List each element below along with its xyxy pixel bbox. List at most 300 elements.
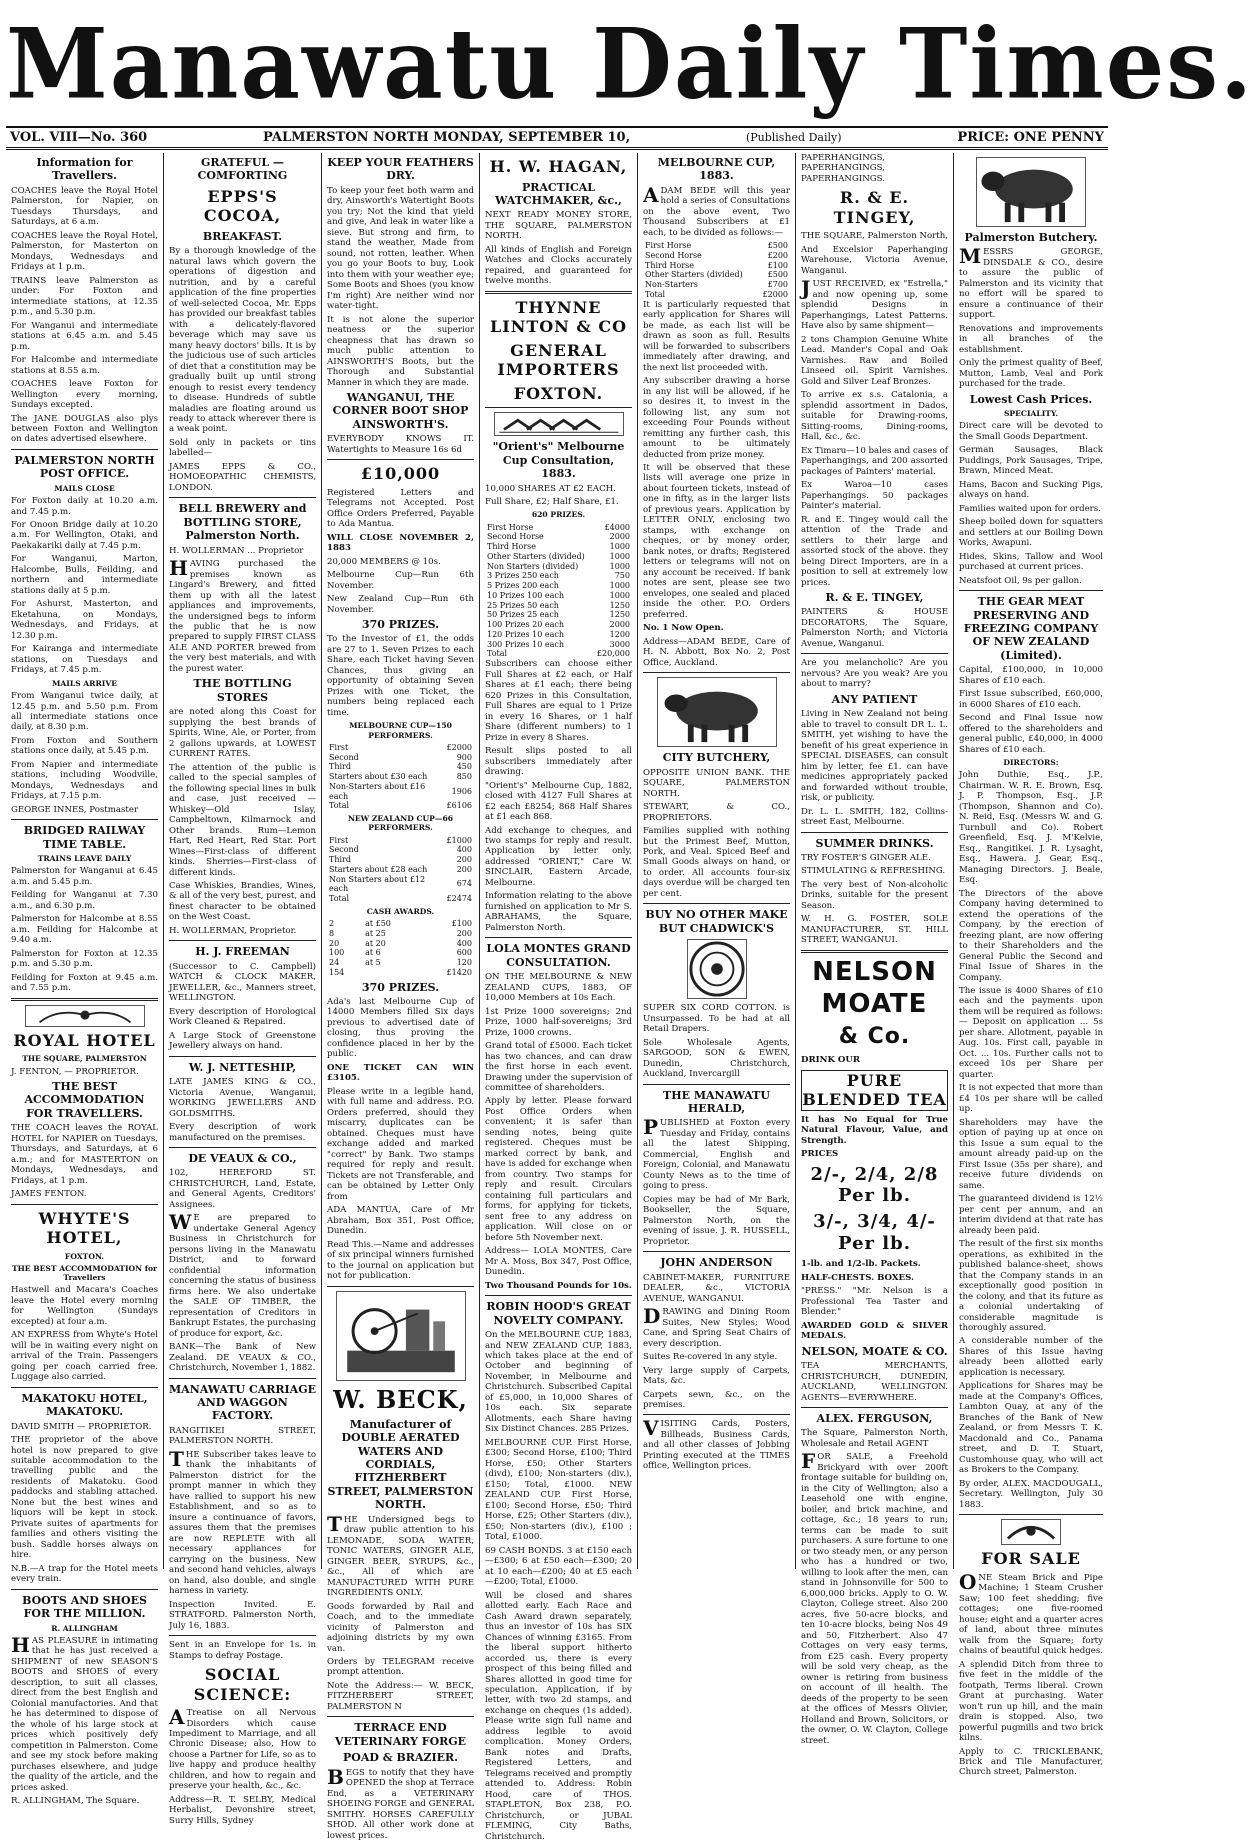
text: On the MELBOURNE CUP, 1883, and NEW ZEALAND CUP, 1883, which takes place at the end of October and beginning of November, in Melbourne and Christchurch. Subscribed Capital of £5,000, in 10,000 Shares of 10s each. Six separate Allotments, each Share having Six Distinct Chances. 285 Prizes. [485, 1330, 632, 1435]
post-office-heading: PALMERSTON NORTH POST OFFICE. [14, 453, 155, 481]
text: Please write in a legible hand, with full name and address. P.O. Orders preferred, should they miscarry, duplicates can be obtained. Cheques must have exchange added and marked "correct" by Bank. Two stamps required for reply and result. Tickets are not Transferable, and can be obtained by Letter Only from [327, 1086, 474, 1202]
text: The Square, Palmerston North, Wholesale and Retail AGENT [801, 1428, 948, 1449]
foxton-heading: FOXTON. [64, 1251, 105, 1261]
tingey-heading: R. & E. TINGEY, [833, 188, 916, 227]
prizes-heading: 620 PRIZES. [531, 510, 586, 520]
poad-brazier-heading: POAD & BRAZIER. [342, 1751, 459, 1765]
text: HAVING purchased the premises known as Lingard's Brewery, and fitted them up with all the latest appliances and improvements, the undersigned begs to inform the public that he is now prepared to supply FIRST CLASS ALE AND PORTER brewed from the very best materials, and with the purest water. [169, 556, 316, 674]
text: Applications for Shares may be made at the Company's Offices, Lambton Quay, at any of the Branches of the Bank of New Zealand, or from Messrs T. K. Macdonald and Co., Panama street, and D. T. Stuart, Customhouse quay, who will act as Brokers to the Company. [959, 1381, 1103, 1476]
text: ADA MANTUA, Care of Mr Abraham, Box 351, Post Office, Dunedin. [327, 1205, 474, 1237]
text: PUBLISHED at Foxton every Tuesday and Friday, contains all the latest Shipping, Commercial, English and Foreign, Colonial, and Manawatu County News as to the time of going to press. [643, 1115, 790, 1192]
text: For Onoon Bridge daily at 10.20 a.m. For Wellington, Otaki, and Paekakariki daily at 7.45 p.m. [11, 519, 158, 551]
text: Copies may be had of Mr Bark, Bookseller, the Square, Palmerston North, on the evening of issue. J. R. HUSSELL, Proprietor. [643, 1194, 790, 1247]
table-row: Second 400 [329, 845, 472, 855]
herald-heading: THE MANAWATU HERALD, [663, 1088, 770, 1116]
text: DAVID SMITH — PROPRIETOR. [11, 1421, 152, 1432]
table-row: 100 Prizes 20 each 2000 [487, 620, 630, 630]
text: Hides, Skins, Tallow and Wool purchased at current prices. [959, 551, 1103, 573]
text: Palmerston for Wanganui at 6.45 a.m. and 5.45 p.m. [11, 866, 158, 887]
for-sale-heading: FOR SALE [981, 1549, 1081, 1569]
divider [643, 1414, 790, 1415]
mails-close-heading: MAILS CLOSE [54, 483, 115, 493]
trains-heading: TRAINS LEAVE DAILY [37, 854, 132, 864]
epps-heading: EPPS'S COCOA, [203, 186, 282, 226]
text: ON THE MELBOURNE & NEW ZEALAND CUPS, 1883, OF 10,000 Members at 10s Each. [485, 972, 632, 1004]
royal-hotel-heading: ROYAL HOTEL [13, 1030, 156, 1050]
nelson-moate-co-heading: NELSON, MOATE & CO. [801, 1344, 948, 1358]
table-row: 20 at 20 400 [329, 938, 472, 948]
divider [801, 832, 948, 833]
text: AN EXPRESS from Whyte's Hotel will be in waiting every night on arrival of the Train. Passengers going per coach carried free. Luggage also carried. [11, 1330, 158, 1383]
any-patient-heading: ANY PATIENT [831, 692, 918, 706]
epps-tagline: GRATEFUL — COMFORTING [197, 156, 288, 183]
text: PAINTERS & HOUSE DECORATORS, The Square, Palmerston North; and Victoria Avenue, Wanganui. [801, 607, 948, 649]
ornament-icon [1001, 1519, 1061, 1545]
table-row: First Horse £4000 [487, 522, 630, 532]
text: Every description of work manufactured on the premises. [169, 1122, 316, 1143]
text: THE Subscriber takes leave to thank the inhabitants of Palmerston district for the prompt manner in which they have rallied to support his new Establishment, and so as to insure a continuance of favors, assures them that the premises are now REPLETE with all necessary appliances for carrying on the business. New and second hand vehicles, always on hand, also double, and single harness in variety. [169, 1446, 316, 1597]
table-row: Second Horse £200 [645, 250, 788, 260]
text: OPPOSITE UNION BANK. THE SQUARE, PALMERSTON NORTH. [643, 767, 790, 799]
table-row: Total £2474 [329, 894, 472, 904]
text: Result slips posted to all subscribers immediately after drawing. [485, 746, 632, 778]
text: PAPERHANGINGS, PAPERHANGINGS, PAPERHANGINGS. [801, 153, 885, 184]
text: Read This.—Name and addresses of six principal winners furnished to the journal on application but not for publication. [327, 1239, 474, 1282]
text: MELBOURNE CUP. First Horse, £300; Second Horse, £100; Third Horse, £50; Other Starters (divd), £100; Non-starters (div.), £150; Total, £1000. NEW ZEALAND CUP. First Horse, £100; Second Horse, £50; Third Horse, £25; Other Starters (div.), £50; Non-starters (div.), £100 ; Total, £1000. [485, 1437, 632, 1543]
divider [169, 1378, 316, 1379]
dateline [6, 126, 1108, 150]
ox-icon [657, 677, 777, 747]
text: Shareholders may have the option of paying up at once on this Issue a sum equal to the amount already paid-up on the First Issue (35s per share), and receive future dividends on same. [959, 1117, 1103, 1191]
divider [327, 1286, 474, 1287]
text: Case Whiskies, Brandies, Wines, & all of the very best, purest, and finest character to be obtained on the West Coast. [169, 880, 316, 923]
text: From Foxton and Southern stations once daily, at 5.45 p.m. [11, 735, 158, 757]
column-2 [164, 153, 322, 1826]
text: ONE TICKET CAN WIN £3105. [327, 1062, 474, 1084]
royal-hotel-address: THE SQUARE, PALMERSTON [22, 1054, 147, 1064]
and-co-heading: & Co. [838, 1024, 911, 1050]
whytes-hotel-heading: WHYTE'S HOTEL, [38, 1208, 131, 1248]
summer-drinks-heading: SUMMER DRINKS. [815, 836, 934, 850]
text: HALF-CHESTS. BOXES. [801, 1272, 914, 1283]
text: The result of the first six months operations, as exhibited in the published balance-sheet, shows that the Company stands in an exceptionally good position in the colony, and that its future as a colonial undertaking of considerable magnitude is thoroughly assured. [959, 1239, 1103, 1333]
text: THE proprietor of the above hotel is now prepared to give suitable accommodation to the travelling public and the residents of Makatoku. Good paddocks and stabling attached. None but the best wines and liquors will be kept in stock. Private suites of apartments for families and others visiting the bush. Saddle horses always on hire. [11, 1435, 158, 1561]
divider [485, 1295, 632, 1296]
text: Melbourne Cup—Run 6th November. [327, 570, 474, 591]
table-row: 5 Prizes 200 each 1000 [487, 581, 630, 591]
social-science-heading: SOCIAL SCIENCE: [193, 1665, 292, 1704]
aerated-water-machine-icon [336, 1291, 466, 1381]
text: Families waited upon for orders. [959, 503, 1101, 514]
text: 1st Prize 1000 sovereigns; 2nd Prize, 1000 half-sovereigns; 3rd Prize, 1000 crowns. [485, 1006, 632, 1038]
text: Will be closed and shares allotted early. Each Race and Cash Award drawn separately, thus an investor of 10s has SIX Chances of winning £3165. From the liberal support hitherto accorded us, there is every prospect of this being filled and Shares allotted in good time for speculation. Application, if by letter, with two 2d stamps, and exchange on cheques (1s added). Please write sign full name and address legible to avoid complication. Money Orders, Bank notes and Drafts, Registered Letters, and Telegrams received and promptly attended to. Address: Robin Hood, care of THOS. STAPLETON, Box 238, P.O. Christchurch, or JUBAL FLEMING, City Baths, Christchurch. [485, 1590, 632, 1842]
table-row: First £1000 [329, 835, 472, 845]
text: Feilding for Foxton at 9.45 a.m. and 7.55 p.m. [11, 972, 158, 994]
text: FOR SALE, a Freehold Brickyard with over 200ft frontage suitable for building on, in the City of Wellington; also a Leasehold one with engine, boiler, and brick machine, and cottage, &c.; 18 years to run; terms can be made to suit purchasers. A sure fortune to one or two steady men, or any person who has a hundred or two, willing to look after the men, can stand in Johnsonville for 500 to 6,000,000 bricks. Apply to O. W. Clayton, College street. Also 200 acres, five 50-acre blocks, and ten 10-acre blocks, being Nos 49 and 50, Fitzherbert. Also 47 Cottages on very easy terms, from £25 cash. Every property will be sold very cheap, as the owner is retiring from business on account of ill health. The deeds of the property to be seen at the offices of Messrs Olivier, Holland and Brown, Solicitors, or the owner, O. W. Clayton, College street. [801, 1449, 948, 1746]
text: Every description of Horological Work Cleaned & Repaired. [169, 1006, 316, 1028]
text: SUPER SIX CORD COTTON. is Unsurpassed. To be had at all Retail Drapers. [643, 1003, 790, 1035]
adam-bede-prize-table [643, 241, 790, 300]
signature: By order, ALEX. MACDOUGALL, Secretary. Wellington, July 30 1883. [959, 1478, 1103, 1510]
text: Carpets sewn, &c., on the premises. [643, 1389, 790, 1410]
divider [485, 407, 632, 408]
masthead [6, 4, 1254, 126]
bull-icon [976, 157, 1086, 227]
text: It is not expected that more than £4 10s per share will be called up. [959, 1083, 1103, 1115]
table-row: 154 £1420 [329, 967, 472, 977]
text: Suites Re-covered in any style. [643, 1352, 778, 1363]
prizes-heading: 370 PRIZES. [361, 618, 440, 632]
text: ONE Steam Brick and Pipe Machine; 1 Steam Crusher Saw; 100 feet shedding; five cottages; one five-roomed house; eight and a quarter acres of land, about three minutes walk from the Square; forty chains of beautiful quick hedges. [959, 1569, 1104, 1657]
anderson-heading: JOHN ANDERSON [660, 1256, 773, 1270]
text: 69 CASH BONDS. 3 at £150 each—£300; 6 at £50 each—£300; 20 at 10 each—£200; 40 at £5 each—£200; Total, £1000. [485, 1545, 632, 1588]
divider [11, 1387, 158, 1388]
text: H. WOLLERMAN ... Proprietor [169, 545, 304, 556]
divider [959, 590, 1103, 591]
prizes-heading: 370 PRIZES. [361, 980, 440, 994]
text: LATE JAMES KING & CO., Victoria Avenue, Wanganui, WORKING JEWELLERS AND GOLDSMITHS. [169, 1077, 316, 1119]
table-row: Second 900 [329, 752, 472, 762]
table-row: 120 Prizes 10 each 1200 [487, 629, 630, 639]
text: Feilding for Wanganui at 7.30 a.m., and 6.30 p.m. [11, 890, 158, 911]
text: The guaranteed dividend is 12½ per cent per annum, and an interim dividend at that rate has already been paid. [959, 1194, 1103, 1236]
text: 20,000 MEMBERS @ 10s. [327, 556, 441, 567]
table-row: Third Horse 1000 [487, 542, 630, 552]
cotton-reel-seal-icon [687, 939, 747, 999]
text: The very best of Non-alcoholic Drinks, suitable for the present Season. [801, 879, 948, 911]
text: Direct care will be devoted to the Small Goods Department. [959, 421, 1103, 442]
text: JUST RECEIVED, ex "Estrella," and now opening up, some splendid Designs in Paperhangings, Latest Patterns. Have also by same shipment— [801, 276, 948, 332]
table-row: 3 Prizes 250 each 750 [487, 571, 630, 581]
column-7 [954, 153, 1108, 1778]
cash-awards-table [327, 919, 474, 978]
text: ADAM BEDE will this year hold a series of Consultations on the above event, Two Thousand Subscribers at £1 each, to be divided as follows:— [643, 182, 790, 238]
nettleship-heading: W. J. NETTESHIP, [188, 1060, 297, 1074]
breakfast-heading: BREAKFAST. [202, 229, 283, 243]
text: Neatsfoot Oil, 9s per gallon. [959, 575, 1082, 586]
ainsworth-heading: WANGANUI, THE CORNER BOOT SHOP AINSWORTH'S. [332, 391, 469, 431]
text: The issue is 4000 Shares of £10 each and the payments upon them will be required as follows:— Deposit on application ... 5s per share. Allotment, payable in Aug. 10s. First call, payable in Oct. ... 10s. Further calls not to exceed 10s per Share per quarter. [959, 985, 1103, 1080]
chadwick-heading: BUY NO OTHER MAKE BUT CHADWICK'S [645, 908, 788, 935]
place-date: PALMERSTON NORTH MONDAY, SEPTEMBER 10, [263, 130, 631, 145]
melbourne-performers-heading: MELBOURNE CUP—150 PERFORMERS. [349, 721, 452, 740]
text: Palmerston for Halcombe at 8.55 a.m. Feilding for Halcombe at 9.40 a.m. [11, 914, 158, 946]
text: Add exchange to cheques, and two stamps for reply and result. Application by letter only, addressed "ORIENT," Care W. SINCLAIR, Eastern Arcade, Melbourne. [485, 825, 632, 888]
text: Subscribers can choose either Full Shares at £2 each, or Half Shares at £1 each; there being 620 Prizes in this Consultation, Full Shares are equal to 1 Prize in every 16 Shares, or 1 half Share (different numbers) to 1 Prize in every 8 Shares. [485, 659, 632, 743]
divider [327, 459, 474, 460]
table-row: 25 Prizes 50 each 1250 [487, 600, 630, 610]
lola-montes-heading: LOLA MONTES GRAND CONSULTATION. [486, 942, 631, 969]
nelson-moate-heading: NELSON MOATE [812, 956, 937, 1019]
text: THE Undersigned begs to draw public attention to his LEMONADE, SODA WATER, TONIC WATERS, GINGER ALE, GINGER BEER, SYRUPS, &c., &c., All of which are MANUFACTURED WITH PURE INGREDIENTS ONLY. [327, 1511, 474, 1599]
table-row: Third 200 [329, 855, 472, 865]
speciality-heading: SPECIALITY. [1003, 409, 1059, 419]
text: TEA MERCHANTS, CHRISTCHURCH, DUNEDIN, AUCKLAND, WELLINGTON. AGENTS—EVERYWHERE. [801, 1361, 948, 1403]
divider [643, 1251, 790, 1252]
divider [169, 1147, 316, 1148]
nz-prize-table [327, 836, 474, 904]
forge-heading: TERRACE END VETERINARY FORGE [334, 1721, 467, 1748]
text: VISITING Cards, Posters, Billheads, Business Cards, and all other classes of Jobbing Printing executed at the TIMES office, Wellington prices. [643, 1416, 790, 1472]
cash-awards-heading: CASH AWARDS. [366, 906, 435, 916]
text: Ada's last Melbourne Cup of 14000 Members filled Six days previous to advertised date of closing, thus proving the confidence placed in her by the public. [327, 996, 474, 1060]
orient-heading: "Orient's" Melbourne Cup Consultation, 1883. [492, 440, 625, 481]
text: DRAWING and Dining Room Suites, New Styles; Wood Cane, and Spring Seat Chairs of every description. [643, 1304, 790, 1349]
divider [169, 1635, 316, 1636]
divider [11, 1589, 158, 1590]
table-row: 2 at £50 £100 [329, 919, 472, 929]
table-row: Total £20,000 [487, 649, 630, 659]
table-row: Non-Starters about £16 each 1906 [329, 781, 472, 801]
divider [643, 1084, 790, 1085]
text: For Foxton daily at 10.20 a.m. and 7.45 p.m. [11, 496, 158, 517]
text: EVERYBODY KNOWS IT. Watertights to Measure 16s 6d [327, 434, 474, 455]
table-row: 8 at 25 200 [329, 928, 472, 938]
table-row: First Horse £500 [645, 241, 788, 251]
table-row: Non-Starters £700 [645, 280, 788, 290]
text: DRINK OUR [801, 1055, 861, 1066]
text: AWARDED GOLD & SILVER MEDALS. [801, 1320, 948, 1342]
divider [169, 1056, 316, 1057]
table-row: Starters about £28 each 200 [329, 864, 472, 874]
city-butchery-heading: CITY BUTCHERY, [662, 751, 771, 765]
text: Sole Wholesale Agents, SARGOOD, SON & EWEN, Dunedin, Christchurch, Auckland, Invercargill [643, 1037, 790, 1080]
text: MESSRS GEORGE, DINSDALE & CO., desire to assure the public of Palmerston and its vicinity that no effort will be spared to ensure a continuance of their support. [959, 244, 1103, 321]
carriage-factory-heading: MANAWATU CARRIAGE AND WAGGON FACTORY. [169, 1382, 316, 1423]
text: R. and E. Tingey would call the attention of the Trade and settlers to their large and assorted stock of the above. they being Direct Importers, are in a position to sell at extremely low prices. [801, 514, 948, 588]
divider [169, 940, 316, 941]
table-row: Non Starters (divided) 1000 [487, 561, 630, 571]
de-veaux-heading: DE VEAUX & CO., [188, 1152, 297, 1165]
text: Hams, Bacon and Sucking Pigs, always on hand. [959, 479, 1103, 501]
text: From Napier and intermediate stations, including Woodville, Mondays, Wednesdays and Fridays, at 7.15 p.m. [11, 759, 158, 802]
text: To arrive ex s.s. Catalonia, a splendid assortment in Dados, suitable for Drawing-rooms, Sitting-rooms, Dining-rooms, Hall, &c., &c. [801, 390, 948, 443]
divider [485, 937, 632, 938]
text: For Wanganui and intermediate stations at 6.45 a.m. and 5.45 p.m. [11, 320, 158, 352]
divider [11, 819, 158, 820]
text: It has No Equal for True Natural Flavour, Value, and Strength. [801, 1114, 948, 1146]
published-daily: (Published Daily) [745, 131, 842, 144]
text: RANGITIKEI STREET, PALMERSTON NORTH. [169, 1425, 316, 1447]
text: Address—ADAM BEDE, Care of H. N. Abbott, Box No. 2, Post Office, Auckland. [643, 636, 790, 668]
hagan-heading: H. W. HAGAN, [489, 157, 628, 176]
text: Full Share, £2; Half Share, £1. [485, 497, 619, 507]
text: JAMES EPPS & CO., HOMOEOPATHIC CHEMISTS, LONDON. [169, 461, 316, 493]
divider [801, 1407, 948, 1408]
text: No. 1 Now Open. [643, 623, 724, 634]
columns [6, 153, 1108, 1842]
brewery-heading: BELL BREWERY and BOTTLING STORE, Palmerston North. [178, 502, 307, 543]
text: Dr. L. L. SMITH, 182, Collins-street East, Melbourne. [801, 806, 948, 828]
travellers-heading: Information for Travellers. [36, 156, 133, 183]
text: Families supplied with nothing but the Primest Beef, Mutton, Pork, and Veal. Spiced Beef and Small Goods always on hand, or to order. All accounts four-six days overdue will be charged ten per cent. [643, 826, 790, 899]
column-1 [6, 153, 164, 1807]
text: Palmerston for Foxton at 12.35 p.m. and 5.30 p.m. [11, 948, 158, 970]
text: Sold only in packets or tins labelled— [169, 437, 316, 459]
text: J. FENTON, — PROPRIETOR. [11, 1066, 139, 1077]
text: "Orient's" Melbourne Cup, 1882, closed with 4127 Full Shares at £2 each £8254; 868 Half Shares at £1 each 868. [485, 780, 632, 823]
signature: Apply to C. TRICKLEBANK, Brick and Tile Manufacturer, Church street, Palmerston. [959, 1746, 1103, 1778]
newspaper-title: Manawatu Daily Times. [6, 7, 1254, 121]
importers-heading: GENERAL IMPORTERS [497, 340, 620, 380]
text: COACHES leave Foxton for Wellington every morning, Sundays excepted. [11, 379, 158, 411]
volume-number: VOL. VIII—No. 360 [10, 130, 148, 145]
text: Grand total of £5000. Each ticket has two chances, and can draw the first horse in each event. Drawing under the supervision of committee of shareholders. [485, 1041, 632, 1093]
text: Information relating to the above furnished on application to Mr S. ABRAHAMS, the Square, Palmerston North. [485, 891, 632, 933]
table-row: Other Starters (divided) £500 [645, 270, 788, 280]
directors-heading: DIRECTORS: [1003, 758, 1059, 768]
table-row: 10 Prizes 100 each 1000 [487, 590, 630, 600]
text: For Halcombe and intermediate stations at 8.55 a.m. [11, 355, 158, 376]
table-row: First £2000 [329, 742, 472, 752]
text: All kinds of English and Foreign Watches and Clocks accurately repaired, and guaranteed for twelve months. [485, 244, 632, 287]
text: TRAINS leave Palmerston as under: For Foxton and intermediate stations, at 12.35 p.m., and 5.30 p.m. [11, 275, 158, 318]
column-3 [322, 153, 480, 1841]
text: From Wanganui twice daily, at 12.45 p.m. and 5.50 p.m. From all intermediate stations once daily, at 8.30 p.m. [11, 691, 158, 733]
text: For Wanganui, Marton, Halcombe, Bulls, Feilding, and northern and intermediate stations daily at 5 p.m. [11, 554, 158, 596]
table-row: 100 at 6 600 [329, 948, 472, 958]
column-5 [638, 153, 796, 1569]
text: Goods forwarded by Rail and Coach, and to the immediate vicinity of Palmerston and adjoining districts by my own van. [327, 1601, 474, 1654]
railway-heading: BRIDGED RAILWAY TIME TABLE. [23, 824, 146, 851]
allingham-heading: R. ALLINGHAM [51, 1623, 118, 1633]
crest-icon [25, 1005, 145, 1027]
text: Two Thousand Pounds for 10s. [485, 1280, 632, 1291]
text: Second and Final Issue now offered to the shareholders and general public, £40,000, in 4000 Shares of £10 each. [959, 713, 1103, 755]
table-row: Third 450 [329, 762, 472, 772]
signature: H. WOLLERMAN, Proprietor. [169, 925, 297, 936]
tea-prices-row-2: 3/-, 3/4, 4/- Per lb. [813, 1211, 936, 1255]
lowest-prices-heading: Lowest Cash Prices. [969, 392, 1093, 406]
signature: GEORGE INNES, Postmaster [11, 804, 139, 815]
accommodation-heading: THE BEST ACCOMMODATION FOR TRAVELLERS. [24, 1079, 145, 1120]
text: HAS PLEASURE in intimating that he has just received a SHIPMENT of new SEASON'S BOOTS and SHOES of every description, to suit all classes, direct from the best English and Colonial manufactories. And that he has determined to dispose of the whole of his large stock at prices which positively defy competition in Palmerston. Come and see my stock before making purchases elsewhere, and judge the quality of the article, and the prices asked. [11, 1632, 158, 1793]
text: To the Investor of £1, the odds are 27 to 1. Seven Prizes to each Share, each Ticket having Seven Chances, thus giving an opportunity of obtaining Seven Prizes with one Ticket, the numbers being replaced each time. [327, 634, 474, 718]
text: Capital, £100,000, in 10,000 Shares of £10 each. [959, 665, 1103, 686]
table-row: Non Starters about £12 each 674 [329, 874, 472, 894]
thynne-linton-heading: THYNNE LINTON & CO [489, 297, 628, 337]
palmerston-butchery-heading: Palmerston Butchery. [964, 231, 1098, 244]
text: 102, HEREFORD ST. CHRISTCHURCH, Land, Estate, and General Agents, Creditors' Assignees. [169, 1168, 316, 1210]
divider [643, 903, 790, 904]
nz-performers-heading: NEW ZEALAND CUP—66 PERFORMERS. [347, 814, 454, 833]
text: N.B.—A trap for the Hotel meets every train. [11, 1563, 158, 1585]
signature: JAMES FENTON. [11, 1189, 87, 1200]
text: COACHES leave the Royal Hotel, Palmerston, for Masterton on Mondays, Wednesdays and Fridays at 1 p.m. [11, 230, 158, 273]
text: German Sausages, Black Puddings, Pork Sausages, Tripe, Brawn, Minced Meat. [959, 445, 1103, 477]
text: WILL CLOSE NOVEMBER 2, 1883 [327, 532, 474, 554]
table-row: Second Horse 2000 [487, 532, 630, 542]
table-row: Third Horse £100 [645, 260, 788, 270]
divider [959, 1514, 1103, 1515]
text: A splendid Ditch from three to five feet in the middle of the footpath, Terms liberal. Crown Grant at purchasing. Water won't run up hill, and the main drain is stopped. Also, two powerful pugmills and two brick kilns. [959, 1659, 1103, 1744]
text: Sheep boiled down for squatters and settlers at our Boiling Down Works, Awapuni. [959, 517, 1103, 549]
divider [327, 1716, 474, 1717]
text: WE are prepared to undertake General Agency Business in Christchurch for persons living in the Manawatu District, and to forward confidential information concerning the status of business firms here. We also undertake the SALE OF TIMBER, the representation of Creditors in Bankrupt Estates, the purchasing of produce for export, &c. [169, 1210, 316, 1339]
text: TRY FOSTER'S GINGER ALE. [801, 852, 931, 863]
tea-prices-row-1: 2/-, 2/4, 2/8 Per lb. [810, 1163, 939, 1207]
table-row: 50 Prizes 25 each 1250 [487, 610, 630, 620]
divider [801, 653, 948, 654]
divider [643, 672, 790, 673]
text: COACHES leave the Royal Hotel Palmerston, for Napier, on Tuesdays Thursdays, and Saturdays, at 6 a.m. [11, 185, 158, 228]
text: Note the Address:— W. BECK, FITZHERBERT STREET, PALMERSTON N [327, 1680, 474, 1712]
boots-heading: BOOTS AND SHOES FOR THE MILLION. [22, 1593, 147, 1621]
price: PRICE: ONE PENNY [957, 130, 1104, 145]
text: Are you melancholic? Are you nervous? Are you weak? Are you about to marry? [801, 658, 948, 690]
orient-prize-table [485, 523, 632, 660]
text: THE SQUARE, Palmerston North, [801, 231, 948, 242]
beck-heading: W. BECK, [333, 1384, 468, 1414]
text: Living in New Zealand not being able to travel to consult DR L. L. SMITH, yet wishing to have the benefit of his great experience in SPECIAL DISEASES, can consult him by letter, fee £1. can have medicines appropriately packed and forwarded without trouble, risk, or publicity. [801, 709, 948, 804]
foxton-heading: FOXTON. [513, 383, 604, 403]
text: ATreatise on all Nervous Disorders which cause Impediment to Marriage, and all Chronic Disease; also, How to choose a Partner for Life, so as to live happy and produce healthy children, and how to regain and preserve your health, &c., &c. [169, 1705, 316, 1792]
table-row: Total £2000 [645, 289, 788, 299]
racehorses-icon [494, 412, 624, 436]
pure-tea-heading: PURE BLENDED TEA [802, 1070, 947, 1110]
text: It is not alone the superior neatness or the superior cheapness that has drawn so much public attention to AINSWORTH'S Boots, but the Thorough and Substantial Manner in which they are made. [327, 314, 474, 388]
watchmaker-heading: PRACTICAL WATCHMAKER, &c., [495, 180, 622, 207]
melbourne-cup-heading: MELBOURNE CUP, 1883. [657, 156, 776, 183]
tingey-decorators-heading: R. & E. TINGEY, [825, 590, 924, 604]
text: W. H. G. FOSTER, SOLE MANUFACTURER, ST. HILL STREET, WANGANUI. [801, 914, 948, 946]
text: THE COACH leaves the ROYAL HOTEL for NAPIER on Tuesdays, Thursdays, and Saturdays, at 6 a.m.; and for MASTERTON on Mondays, Wednesdays, and Fridays, at 1 p.m. [11, 1123, 158, 1186]
column-4 [480, 153, 638, 1842]
divider [169, 497, 316, 498]
divider [11, 998, 158, 1001]
table-row: 24 at 5 120 [329, 958, 472, 968]
text: First Issue subscribed, £60,000, in 6000 Shares of £10 each. [959, 689, 1103, 710]
text: 2 tons Champion Genuine White Lead. Mander's Copal and Oak Varnishes. Raw and Boiled Linseed oil. Spirit Varnishes. Gold and Silver Leaf Bronzes. [801, 334, 948, 387]
text: Very large supply of Carpets, Mats, &c. [643, 1365, 790, 1387]
text: NEXT READY MONEY STORE, THE SQUARE, PALMERSTON NORTH. [485, 210, 632, 242]
text: Orders by TELEGRAM receive prompt attention. [327, 1656, 474, 1678]
text: The Directors of the above Company having determined to extend the operations of the Company, by the erection of freezing plant, are now offering to their Shareholders and the General Public the Second and Final Issue of Shares in the Company. [959, 888, 1103, 983]
accommodation-heading: THE BEST ACCOMMODATION for Travellers [11, 1263, 158, 1283]
divider [801, 950, 948, 953]
text: Ex Timaru—10 bales and cases of Paperhangings, and 200 assorted packages of Painters' material. [801, 445, 948, 477]
sweep-amount: £10,000 [360, 464, 441, 484]
text: 1-lb. and 1/2-lb. Packets. [801, 1259, 921, 1270]
text: By a thorough knowledge of the natural laws which govern the operations of digestion and nutrition, and by a careful application of the fine properties of well-selected Cocoa, Mr. Epps has provided our breakfast tables with a delicately-flavored beverage which may save us many heavy doctors' bills. It is by the judicious use of such articles of diet that a constitution may be gradually built up until strong enough to resist every tendency to disease. Hundreds of subtle maladies are floating around us ready to attack wherever there is a weak point. [169, 246, 316, 435]
text: A considerable number of the Shares of this Issue having already been allotted early application is necessary. [959, 1336, 1103, 1378]
signature: Address—R. T. SELBY, Medical Herbalist, Devonshire street, Surry Hills, Sydney [169, 1794, 316, 1826]
text: To keep your feet both warm and dry, Ainsworth's Watertight Boots you try; Not the kind that yield and give, And leak in water like a sieve. But strong and firm, to stand the weather, Made from sound, not rotten, leather. When you go your Boots to buy, Look into them with your weather eye; Some Boots and Shoes (you know I'm right) Are neither wind nor water-tight. [327, 185, 474, 312]
text: are noted along this Coast for supplying the best brands of Spirits, Wine, Ale, or Porter, from 2 gallons upwards, at LOWEST CURRENT RATES. [169, 707, 316, 760]
text: And Excelsior Paperhanging Warehouse, Victoria Avenue, Wanganui. [801, 244, 948, 276]
divider [11, 1204, 158, 1205]
text: Renovations and improvements in all branches of the establishment. [959, 323, 1103, 355]
text: CABINET-MAKER, FURNITURE DEALER, &c., VICTORIA AVENUE, WANGANUI. [643, 1272, 790, 1304]
text: BANK—The Bank of New Zealand. DE VEAUX & CO., Christchurch, November 1, 1882. [169, 1342, 316, 1374]
table-row: Total £6106 [329, 801, 472, 811]
text: It will be observed that these lists will average one prize in about fourteen tickets, instead of one in fifty, as in the larger lists of previous years. Application by LETTER ONLY, enclosing two stamps, with exchange on cheques, or by money order, bank notes, or drafts; Registered letters or telegrams will not on any account be received. If bank notes are sent, please see two envelopes, one sealed and placed inside the other. P.O. Orders preferred. [643, 463, 790, 620]
beck-subheading: Manufacturer of DOUBLE AERATED WATERS AND CORDIALS, FITZHERBERT STREET, PALMERSTON NORTH. [327, 1417, 474, 1512]
column-6 [796, 153, 954, 1746]
makatoku-heading: MAKATOKU HOTEL, MAKATOKU. [21, 1391, 148, 1419]
text: A Large Stock of Greenstone Jewellery always on hand. [169, 1030, 316, 1052]
freeman-heading: H. J. FREEMAN [195, 945, 290, 959]
text: The attention of the public is called to the special samples of the following special lines in bulk and case, just received — Whiskey—Old Islay, Campbeltown, Kilmarnock and Other brands. Rum—Lemon Hart, Red Heart, Red Star. Port Wines—First-class of different kinds. Sherries—First-class of different kinds. [169, 762, 316, 878]
table-row: 300 Prizes 10 each 3000 [487, 639, 630, 649]
text: PRICES [801, 1149, 839, 1160]
text: (Successor to C. Campbell) WATCH & CLOCK MAKER, JEWELLER, &c., Manners street, WELLINGTON. [169, 961, 316, 1004]
gear-meat-heading: THE GEAR MEAT PRESERVING AND FREEZING COMPANY OF NEW ZEALAND (Limited). [963, 595, 1099, 662]
text: Sent in an Envelope for 1s. in Stamps to defray Postage. [169, 1640, 316, 1661]
robin-hood-heading: ROBIN HOOD'S GREAT NOVELTY COMPANY. [486, 1300, 631, 1327]
text: STIMULATING & REFRESHING. [801, 866, 946, 877]
text: It is particularly requested that early application for Shares will be made, as each list will be drawn as soon as full. Results will be forwarded to subscribers immediately after drawing, and the next list proceeded with. [643, 299, 790, 373]
